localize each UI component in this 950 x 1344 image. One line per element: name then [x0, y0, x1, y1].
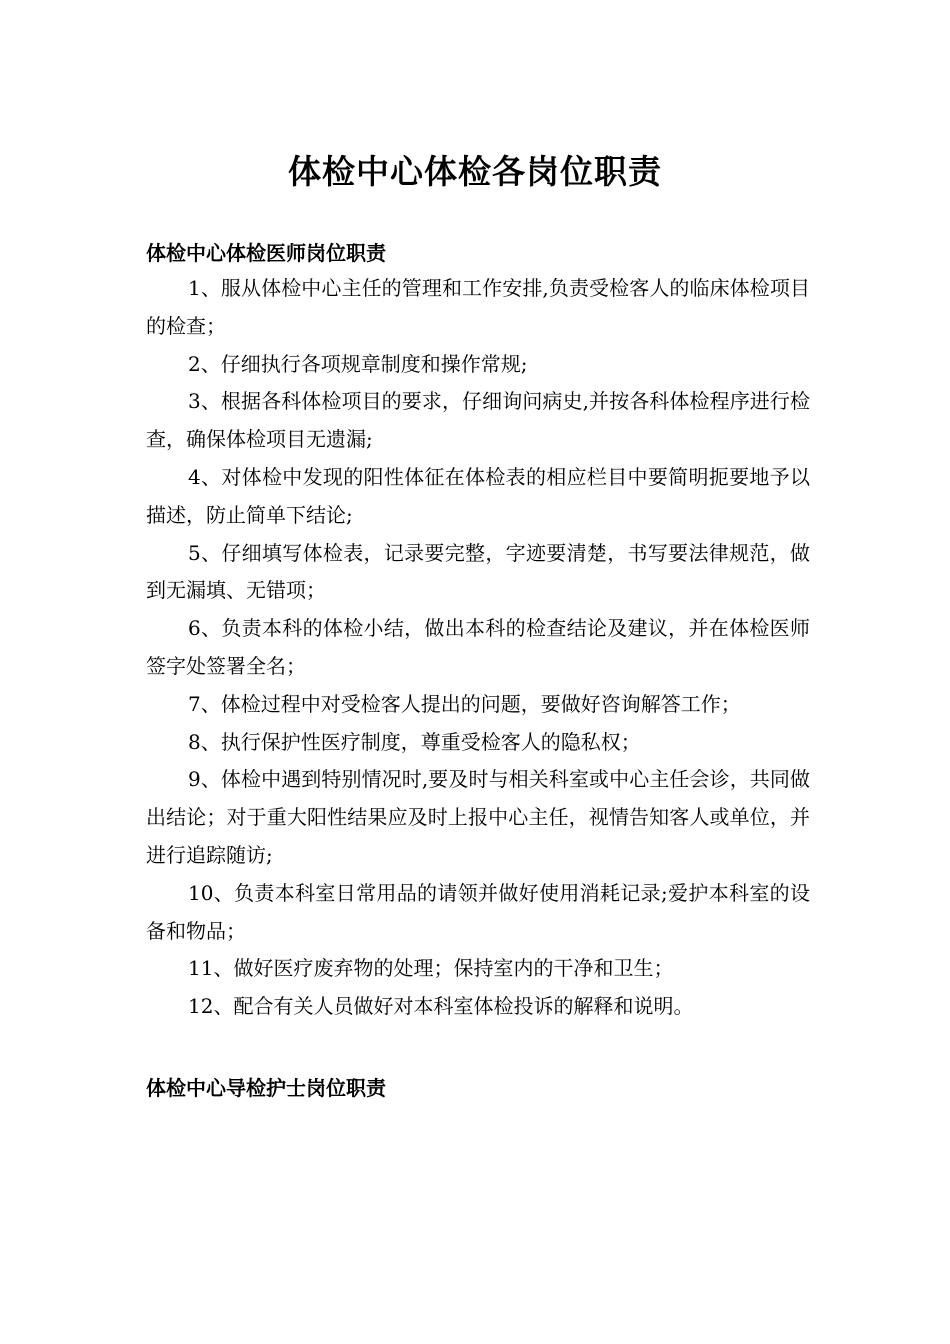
duty-item-1: 1、服从体检中心主任的管理和工作安排,负责受检客人的临床体检项目的检查；: [146, 276, 810, 338]
duty-item-12: 12、配合有关人员做好对本科室体检投诉的解释和说明。: [188, 994, 694, 1019]
duty-item-6: 6、负责本科的体检小结，做出本科的检查结论及建议，并在体检医师签字处签署全名；: [146, 616, 810, 678]
duty-item-11: 11、做好医疗废弃物的处理；保持室内的干净和卫生；: [188, 956, 674, 981]
duty-item-7: 7、体检过程中对受检客人提出的问题，要做好咨询解答工作；: [188, 691, 741, 716]
section-physician-duties: [146, 236, 810, 1026]
section-nurse-duties: [146, 1071, 810, 1105]
duty-item-4: 4、对体检中发现的阳性体征在体检表的相应栏目中要简明扼要地予以描述，防止简单下结论;: [146, 464, 810, 527]
section-heading: 体检中心体检医师岗位职责: [146, 241, 386, 265]
document-title: 体检中心体检各岗位职责: [288, 152, 662, 192]
duty-item-10: 10、负责本科室日常用品的请领并做好使用消耗记录;爱护本科室的设备和物品；: [146, 880, 810, 943]
section-heading: 体检中心导检护士岗位职责: [146, 1076, 386, 1100]
duty-item-3: 3、根据各科体检项目的要求，仔细询问病史,并按各科体检程序进行检查，确保体检项目无遗漏;: [146, 389, 810, 452]
duty-item-9: 9、体检中遇到特别情况时,要及时与相关科室或中心主任会诊，共同做出结论；对于重大阳性结果应及时上报中心主任，视情告知客人或单位，并进行追踪随访;: [146, 767, 810, 867]
duty-item-5: 5、仔细填写体检表，记录要完整，字迹要清楚，书写要法律规范，做到无漏填、无错项；: [146, 540, 810, 603]
duty-item-2: 2、仔细执行各项规章制度和操作常规;: [188, 351, 528, 376]
duty-item-8: 8、执行保护性医疗制度，尊重受检客人的隐私权；: [188, 729, 641, 754]
